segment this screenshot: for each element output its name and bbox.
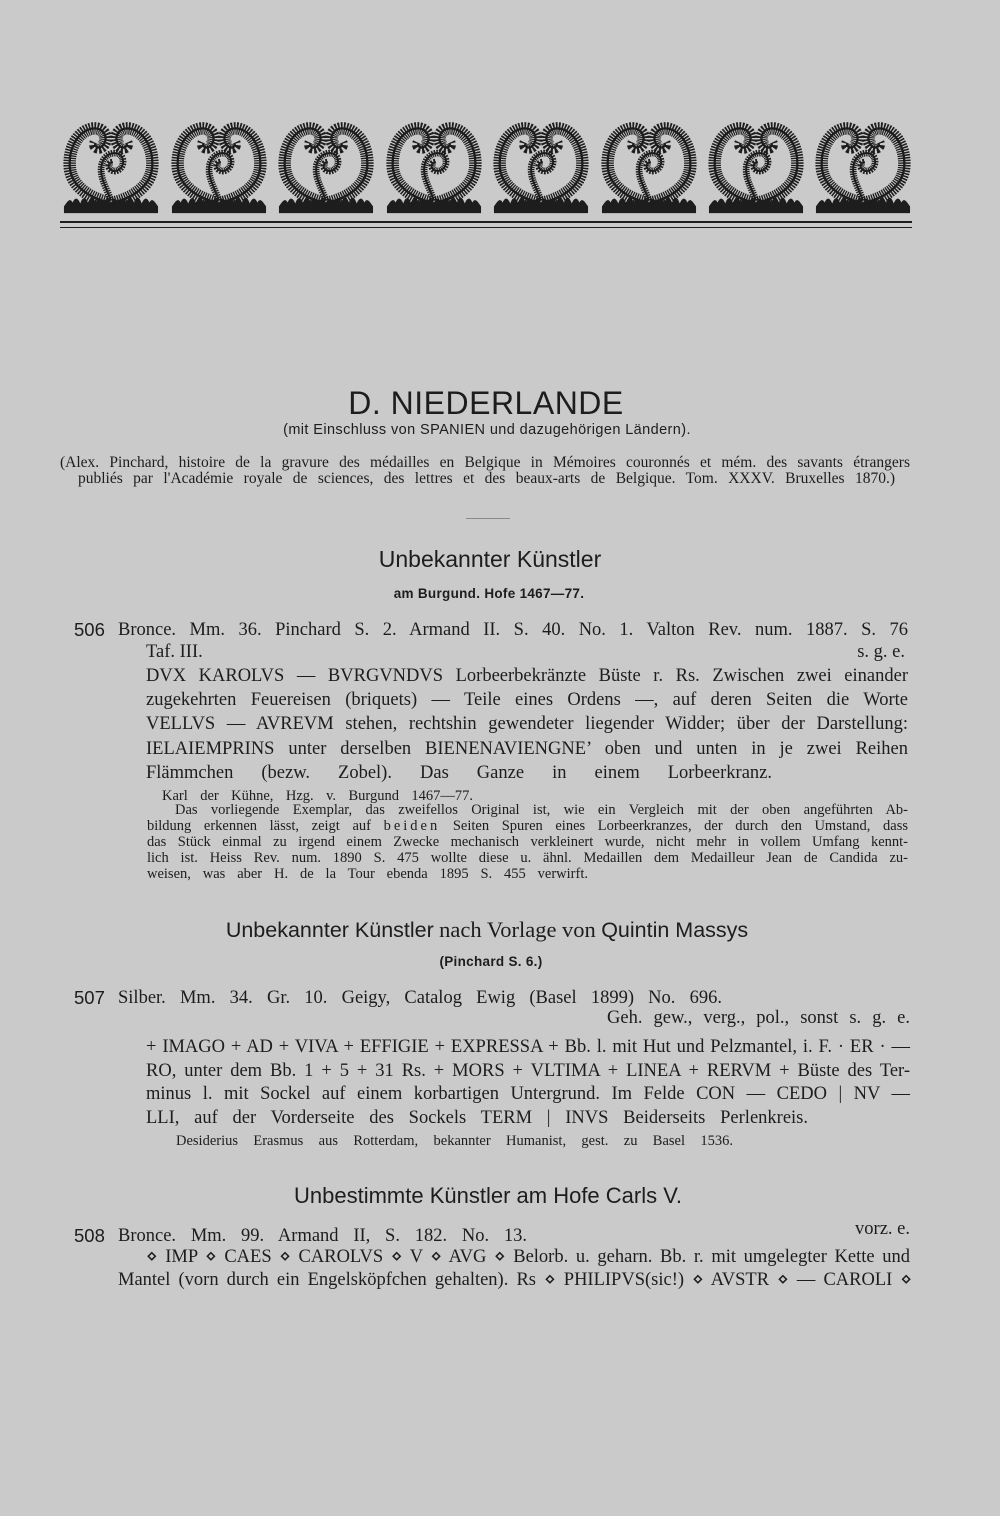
entry-text-line: VELLVS — AVREVM stehen, rechtshin gewendeter liegender Widder; über der Darstellung:: [146, 714, 908, 734]
entry-note-line: lich ist. Heiss Rev. num. 1890 S. 475 wollte diese u. ähnl. Medaillen dem Medailleur Jean de Candida zu-: [147, 850, 908, 866]
entry-text-line: IELAIEMPRINS unter derselben BIENENAVIENGNE’ oben und unten in je zwei Reihen: [146, 739, 908, 759]
entry-text-line: Flämmchen (bezw. Zobel). Das Ganze in einem Lorbeerkranz.: [146, 763, 772, 783]
section-title: D. NIEDERLANDE: [348, 385, 624, 421]
entry-number: 508: [74, 1225, 105, 1246]
heading-connector: nach Vorlage von: [439, 917, 596, 942]
fern-ornament-icon: [62, 120, 160, 216]
header-rule-thick: [60, 221, 912, 223]
artist-subheading: (Pinchard S. 6.): [439, 954, 543, 969]
heading-model: Quintin Massys: [601, 918, 749, 942]
entry-text-line: Mantel (vorn durch ein Engelsköpfchen gehalten). Rs ⋄ PHILIPVS(sic!) ⋄ AVSTR ⋄ — CAROLI ⋄: [118, 1270, 912, 1290]
heading-artist: Unbekannter Künstler: [225, 918, 434, 942]
entry-text-line: Taf. III.: [146, 642, 203, 662]
entry-number: 507: [74, 987, 105, 1008]
entry-note-line: das Stück einmal zu irgend einem Zwecke mechanisch verkleinert wurde, nicht mehr in vollem Umfang kennt-: [147, 834, 908, 850]
fern-ornament-icon: [385, 120, 483, 216]
fern-ornament-icon: [600, 120, 698, 216]
entry-text-line: ⋄ IMP ⋄ CAES ⋄ CAROLVS ⋄ V ⋄ AVG ⋄ Belorb. u. geharn. Bb. r. mit umgelegter Kette und: [146, 1247, 910, 1267]
fern-ornament-icon: [707, 120, 805, 216]
entry-text-line: + IMAGO + AD + VIVA + EFFIGIE + EXPRESSA + Bb. l. mit Hut und Pelzmantel, i. F. · ER · —: [146, 1037, 910, 1057]
entry-text-line: RO, unter dem Bb. 1 + 5 + 31 Rs. + MORS + VLTIMA + LINEA + RERVM + Büste des Ter-: [146, 1061, 910, 1081]
note-text: Seiten Spuren eines Lorbeerkranzes, der durch den Umstand, dass: [452, 818, 909, 834]
fern-ornament-icon: [492, 120, 590, 216]
header-rule-thin: [60, 227, 912, 228]
artist-heading: [187, 916, 787, 944]
divider-rule: [466, 518, 510, 519]
entry-grade: s. g. e.: [857, 642, 905, 662]
note-spaced-word: beiden: [383, 818, 441, 834]
fern-ornament-icon: [277, 120, 375, 216]
entry-note-line: Karl der Kühne, Hzg. v. Burgund 1467—77.: [162, 788, 473, 804]
entry-number: 506: [74, 619, 105, 640]
fern-ornament-icon: [170, 120, 268, 216]
entry-text-line: Bronce. Mm. 36. Pinchard S. 2. Armand II. S. 40. No. 1. Valton Rev. num. 1887. S. 76: [118, 620, 908, 640]
entry-text-line: DVX KAROLVS — BVRGVNDVS Lorbeerbekränzte Büste r. Rs. Zwischen zwei einander: [146, 666, 908, 686]
entry-text-line: LLI, auf der Vorderseite des Sockels TERM | INVS Beiderseits Perlenkreis.: [146, 1108, 808, 1128]
entry-text-line: Silber. Mm. 34. Gr. 10. Geigy, Catalog Ewig (Basel 1899) No. 696.: [118, 988, 722, 1008]
citation-line: (Alex. Pinchard, histoire de la gravure des médailles en Belgique in Mémoires couronnés et mém. des savants étrangers: [60, 454, 910, 471]
artist-heading: Unbekannter Künstler: [378, 546, 602, 572]
entry-note-line: Desiderius Erasmus aus Rotterdam, bekannter Humanist, gest. zu Basel 1536.: [176, 1133, 733, 1149]
artist-subheading: am Burgund. Hofe 1467—77.: [393, 586, 585, 601]
entry-note-line: weisen, was aber H. de la Tour ebenda 1895 S. 455 verwirft.: [147, 866, 588, 882]
entry-note-line: [147, 818, 908, 834]
citation-line: publiés par l'Académie royale de sciences, des lettres et des beaux-arts de Belgique. Tom. XXXV. Bruxelles 1870.): [78, 470, 895, 487]
artist-heading: Unbestimmte Künstler am Hofe Carls V.: [294, 1183, 682, 1208]
section-subtitle: (mit Einschluss von SPANIEN und dazugehörigen Ländern).: [283, 422, 691, 438]
fern-ornament-icon: [814, 120, 912, 216]
entry-grade: vorz. e.: [855, 1219, 910, 1239]
entry-text-line: minus l. mit Sockel auf einem korbartigen Untergrund. Im Felde CON — CEDO | NV —: [146, 1084, 910, 1104]
entry-text-line: zugekehrten Feuereisen (briquets) — Teile eines Ordens —, auf deren Seiten die Worte: [146, 690, 908, 710]
entry-note-line: Das vorliegende Exemplar, das zweifellos Original ist, wie ein Vergleich mit der oben angeführten Ab-: [175, 802, 908, 818]
entry-grade: Geh. gew., verg., pol., sonst s. g. e.: [607, 1008, 910, 1028]
entry-text-line: Bronce. Mm. 99. Armand II, S. 182. No. 13.: [118, 1226, 527, 1246]
note-text: bildung erkennen lässt, zeigt auf: [147, 818, 371, 834]
